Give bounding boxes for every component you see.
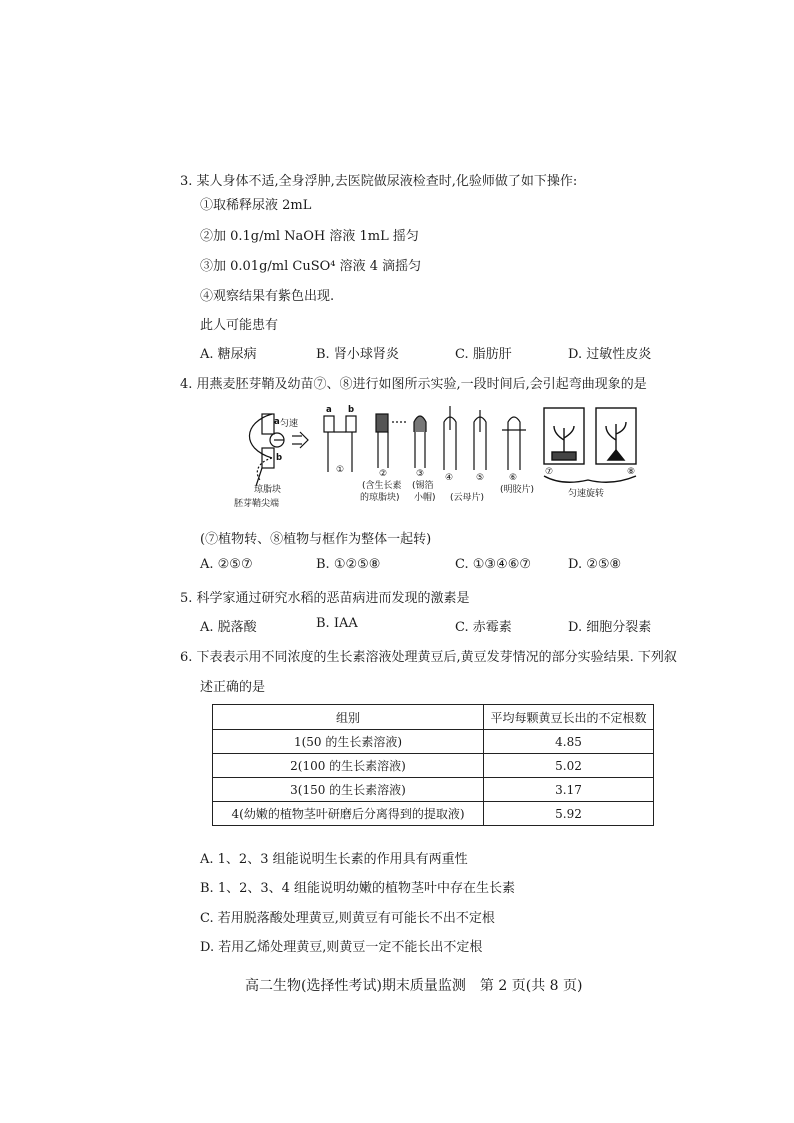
table-header-roots: 平均每颗黄豆长出的不定根数 [484,705,654,730]
q3-step-2: ②加 0.1g/ml NaOH 溶液 1mL 摇匀 [200,229,419,244]
q4-note: (⑦植物转、⑧植物与框作为整体一起转) [200,532,432,547]
fig-label-mica: (云母片) [450,493,485,503]
fig-label-foil-1: (锡箔 [412,481,434,491]
table-header-row [213,705,654,730]
fig-label-uniform-rotation: 匀速旋转 [568,489,605,499]
q5-option-d: D. 细胞分裂素 [568,620,652,635]
fig-label-6: ⑥ [509,473,518,483]
q4-option-c: C. ①③④⑥⑦ [455,557,532,572]
q3-step-3: ③加 0.01g/ml CuSO⁴ 溶液 4 滴摇匀 [200,259,422,274]
fig-label-7: ⑦ [545,467,554,477]
fig-label-1: ① [336,465,345,475]
q3-step-1: ①取稀释尿液 2mL [200,198,312,213]
table-cell-value: 5.92 [484,802,654,826]
fig-label-2: ② [379,469,388,479]
fig-label-agar-block: 琼脂块 [254,485,282,495]
q3-stem: 3. 某人身体不适,全身浮肿,去医院做尿液检查时,化验师做了如下操作: [180,174,578,189]
table-cell-group: 2(100 的生长素溶液) [213,754,484,778]
coleoptile-1 [324,416,356,472]
q4-option-a: A. ②⑤⑦ [200,557,253,572]
q5-option-c: C. 赤霉素 [455,620,512,635]
q6-option-b: B. 1、2、3、4 组能说明幼嫩的植物茎叶中存在生长素 [200,881,516,896]
results-table [212,704,654,826]
fig-label-gelatin: (明胶片) [500,485,535,495]
q5-stem: 5. 科学家通过研究水稻的恶苗病进而发现的激素是 [180,591,470,606]
q3-option-d: D. 过敏性皮炎 [568,347,652,362]
q3-option-c: C. 脂肪肝 [455,347,512,362]
q5-option-a: A. 脱落酸 [200,620,257,635]
q4-stem: 4. 用燕麦胚芽鞘及幼苗⑦、⑧进行如图所示实验,一段时间后,会引起弯曲现象的是 [180,377,647,392]
coleoptile-2-3 [376,414,426,468]
q4-option-d: D. ②⑤⑧ [568,557,622,572]
table-cell-value: 5.02 [484,754,654,778]
table-row [213,754,654,778]
fig-label-uniform: 匀速 [280,419,299,429]
fig-label-foil-2: 小帽) [414,493,436,503]
q5-option-b: B. IAA [316,616,358,631]
q6-option-a: A. 1、2、3 组能说明生长素的作用具有两重性 [200,852,468,867]
table-cell-group: 4(幼嫩的植物茎叶研磨后分离得到的提取液) [213,802,484,826]
fig-label-agar-with-auxin-1: (含生长素 [362,481,402,491]
fig-label-coleoptile-tip: 胚芽鞘尖端 [234,499,280,509]
fig-label-b1: b [276,453,283,463]
table-row [213,778,654,802]
fig-label-b2: b [348,405,355,415]
q3-step-4: ④观察结果有紫色出现. [200,289,335,304]
fig-label-agar-with-auxin-2: 的琼脂块) [360,493,400,503]
fig-label-a1: a [274,417,280,427]
table-cell-group: 1(50 的生长素溶液) [213,730,484,754]
table-row [213,802,654,826]
q4-experiment-figure [232,400,652,518]
q6-option-d: D. 若用乙烯处理黄豆,则黄豆一定不能长出不定根 [200,940,483,955]
q6-option-c: C. 若用脱落酸处理黄豆,则黄豆有可能长不出不定根 [200,911,495,926]
q3-option-b: B. 肾小球肾炎 [316,347,399,362]
table-header-group: 组别 [213,705,484,730]
table-cell-value: 4.85 [484,730,654,754]
coleoptile-4-5-6 [444,406,526,470]
q6-stem-line2: 述正确的是 [200,680,266,695]
fig-label-a2: a [326,405,332,415]
page-footer: 高二生物(选择性考试)期末质量监测 第 2 页(共 8 页) [245,978,583,994]
table-cell-group: 3(150 的生长素溶液) [213,778,484,802]
table-row [213,730,654,754]
q6-stem-line1: 6. 下表表示用不同浓度的生长素溶液处理黄豆后,黄豆发芽情况的部分实验结果. 下列叙 [180,650,677,665]
fig-label-4: ④ [445,473,454,483]
q4-option-b: B. ①②⑤⑧ [316,557,381,572]
fig-label-3: ③ [416,469,425,479]
q3-option-a: A. 糖尿病 [200,347,257,362]
seedling-boxes [544,408,636,482]
fig-label-8: ⑧ [627,467,636,477]
q3-question: 此人可能患有 [200,318,279,333]
fig-label-5: ⑤ [476,473,485,483]
table-cell-value: 3.17 [484,778,654,802]
